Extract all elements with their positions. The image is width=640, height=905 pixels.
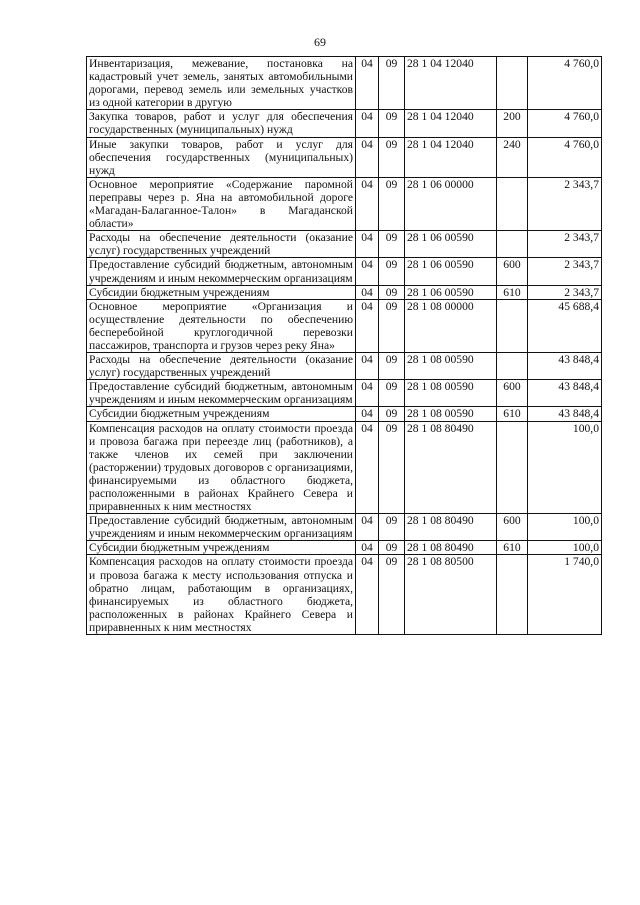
- target-article-cell: 28 1 08 80490: [405, 514, 497, 541]
- row-name-cell: Компенсация расходов на оплату стоимости проезда и провоза багажа при переезде лиц (работников), а также членов их семей при заключении (расторжении) трудовых договоров с организациями, финансируемыми из областного бюджета, расположенными в районах Крайнего Севера и приравненных к ним местностях: [87, 421, 356, 514]
- table-row: [87, 177, 602, 230]
- table-row: [87, 407, 602, 421]
- amount-cell: 45 688,4: [528, 299, 602, 352]
- target-article-cell: 28 1 06 00590: [405, 258, 497, 285]
- amount-cell: 100,0: [528, 541, 602, 555]
- amount-cell: 2 343,7: [528, 231, 602, 258]
- expense-type-cell: 200: [497, 110, 528, 137]
- table-row: [87, 541, 602, 555]
- table-row: [87, 57, 602, 110]
- section-code-cell: 04: [356, 231, 379, 258]
- row-name-cell: Предоставление субсидий бюджетным, автономным учреждениям и иным некоммерческим организациям: [87, 258, 356, 285]
- table-row: [87, 285, 602, 299]
- subsection-code-cell: 09: [379, 514, 405, 541]
- amount-cell: 43 848,4: [528, 407, 602, 421]
- table-row: [87, 110, 602, 137]
- amount-cell: 4 760,0: [528, 137, 602, 177]
- section-code-cell: 04: [356, 514, 379, 541]
- section-code-cell: 04: [356, 407, 379, 421]
- section-code-cell: 04: [356, 380, 379, 407]
- target-article-cell: 28 1 08 80490: [405, 421, 497, 514]
- target-article-cell: 28 1 04 12040: [405, 137, 497, 177]
- expense-type-cell: [497, 555, 528, 635]
- target-article-cell: 28 1 06 00590: [405, 285, 497, 299]
- row-name-cell: Субсидии бюджетным учреждениям: [87, 285, 356, 299]
- target-article-cell: 28 1 08 80500: [405, 555, 497, 635]
- section-code-cell: 04: [356, 177, 379, 230]
- amount-cell: 4 760,0: [528, 110, 602, 137]
- row-name-cell: Субсидии бюджетным учреждениям: [87, 541, 356, 555]
- section-code-cell: 04: [356, 555, 379, 635]
- row-name-cell: Субсидии бюджетным учреждениям: [87, 407, 356, 421]
- section-code-cell: 04: [356, 285, 379, 299]
- target-article-cell: 28 1 04 12040: [405, 57, 497, 110]
- table-row: [87, 421, 602, 514]
- expense-type-cell: [497, 231, 528, 258]
- section-code-cell: 04: [356, 353, 379, 380]
- expense-type-cell: 600: [497, 258, 528, 285]
- table-row: [87, 353, 602, 380]
- amount-cell: 4 760,0: [528, 57, 602, 110]
- row-name-cell: Закупка товаров, работ и услуг для обеспечения государственных (муниципальных) нужд: [87, 110, 356, 137]
- section-code-cell: 04: [356, 299, 379, 352]
- expense-type-cell: 610: [497, 285, 528, 299]
- table-row: [87, 299, 602, 352]
- amount-cell: 43 848,4: [528, 380, 602, 407]
- page-number: 69: [314, 35, 326, 49]
- subsection-code-cell: 09: [379, 177, 405, 230]
- subsection-code-cell: 09: [379, 299, 405, 352]
- subsection-code-cell: 09: [379, 555, 405, 635]
- row-name-cell: Предоставление субсидий бюджетным, автономным учреждениям и иным некоммерческим организациям: [87, 514, 356, 541]
- target-article-cell: 28 1 08 00590: [405, 407, 497, 421]
- table-row: [87, 137, 602, 177]
- amount-cell: 100,0: [528, 421, 602, 514]
- expense-type-cell: 600: [497, 514, 528, 541]
- subsection-code-cell: 09: [379, 380, 405, 407]
- target-article-cell: 28 1 08 00590: [405, 353, 497, 380]
- expense-type-cell: 610: [497, 541, 528, 555]
- table-row: [87, 380, 602, 407]
- row-name-cell: Основное мероприятие «Организация и осуществление деятельности по обеспечению бесперебойной круглогодичной перевозки пассажиров, транспорта и грузов через реку Яна»: [87, 299, 356, 352]
- section-code-cell: 04: [356, 110, 379, 137]
- amount-cell: 1 740,0: [528, 555, 602, 635]
- expense-type-cell: 600: [497, 380, 528, 407]
- subsection-code-cell: 09: [379, 137, 405, 177]
- expense-type-cell: [497, 299, 528, 352]
- row-name-cell: Иные закупки товаров, работ и услуг для обеспечения государственных (муниципальных) нужд: [87, 137, 356, 177]
- subsection-code-cell: 09: [379, 231, 405, 258]
- subsection-code-cell: 09: [379, 258, 405, 285]
- table-row: [87, 555, 602, 635]
- amount-cell: 100,0: [528, 514, 602, 541]
- section-code-cell: 04: [356, 258, 379, 285]
- amount-cell: 2 343,7: [528, 285, 602, 299]
- section-code-cell: 04: [356, 541, 379, 555]
- expense-type-cell: 240: [497, 137, 528, 177]
- row-name-cell: Основное мероприятие «Содержание паромной переправы через р. Яна на автомобильной дороге «Магадан-Балаганное-Талон» в Магаданской области»: [87, 177, 356, 230]
- subsection-code-cell: 09: [379, 57, 405, 110]
- target-article-cell: 28 1 08 00590: [405, 380, 497, 407]
- target-article-cell: 28 1 08 80490: [405, 541, 497, 555]
- amount-cell: 2 343,7: [528, 177, 602, 230]
- expense-type-cell: [497, 353, 528, 380]
- section-code-cell: 04: [356, 137, 379, 177]
- expense-type-cell: [497, 177, 528, 230]
- row-name-cell: Расходы на обеспечение деятельности (оказание услуг) государственных учреждений: [87, 231, 356, 258]
- section-code-cell: 04: [356, 421, 379, 514]
- budget-table: [86, 56, 602, 635]
- section-code-cell: 04: [356, 57, 379, 110]
- subsection-code-cell: 09: [379, 110, 405, 137]
- expense-type-cell: [497, 421, 528, 514]
- target-article-cell: 28 1 08 00000: [405, 299, 497, 352]
- expense-type-cell: [497, 57, 528, 110]
- table-row: [87, 514, 602, 541]
- target-article-cell: 28 1 04 12040: [405, 110, 497, 137]
- amount-cell: 43 848,4: [528, 353, 602, 380]
- subsection-code-cell: 09: [379, 421, 405, 514]
- target-article-cell: 28 1 06 00590: [405, 231, 497, 258]
- subsection-code-cell: 09: [379, 353, 405, 380]
- row-name-cell: Расходы на обеспечение деятельности (оказание услуг) государственных учреждений: [87, 353, 356, 380]
- subsection-code-cell: 09: [379, 541, 405, 555]
- amount-cell: 2 343,7: [528, 258, 602, 285]
- row-name-cell: Предоставление субсидий бюджетным, автономным учреждениям и иным некоммерческим организациям: [87, 380, 356, 407]
- target-article-cell: 28 1 06 00000: [405, 177, 497, 230]
- table-row: [87, 231, 602, 258]
- subsection-code-cell: 09: [379, 407, 405, 421]
- expense-type-cell: 610: [497, 407, 528, 421]
- row-name-cell: Инвентаризация, межевание, постановка на кадастровый учет земель, занятых автомобильными дорогами, перевод земель или земельных участков из одной категории в другую: [87, 57, 356, 110]
- subsection-code-cell: 09: [379, 285, 405, 299]
- table-row: [87, 258, 602, 285]
- row-name-cell: Компенсация расходов на оплату стоимости проезда и провоза багажа к месту использования отпуска и обратно лицам, работающим в организациях, финансируемых из областного бюджета, расположенных в районах Крайнего Севера и приравненных к ним местностях: [87, 555, 356, 635]
